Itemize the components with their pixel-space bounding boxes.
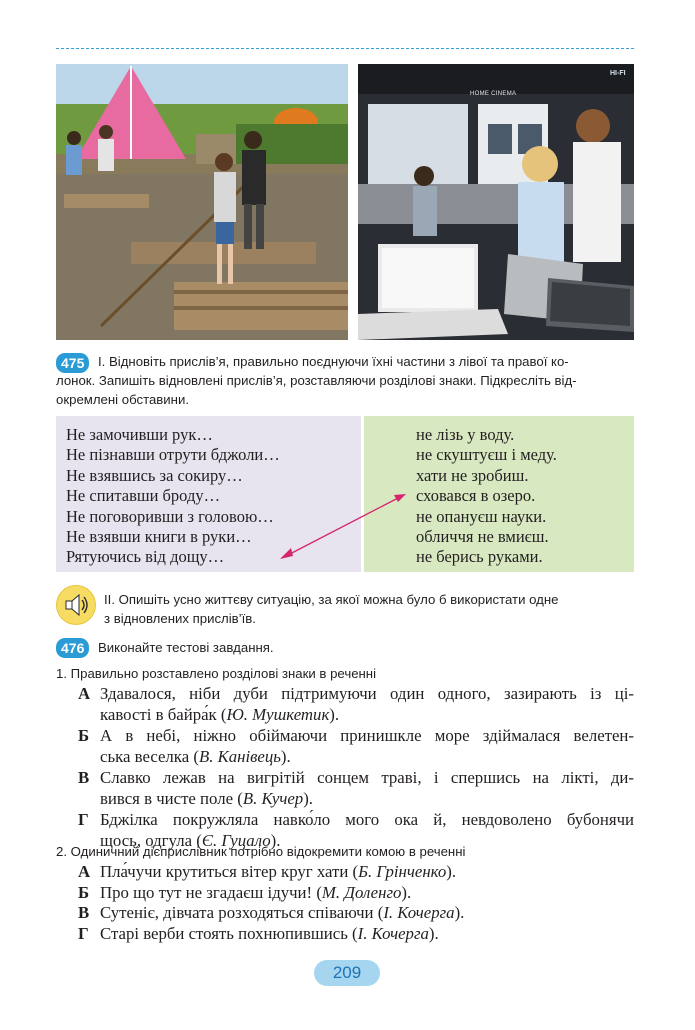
speaker-icon	[56, 585, 96, 625]
option-text: ).	[270, 830, 281, 850]
right-item: обличчя не вмиєш.	[416, 527, 549, 546]
option-text: Сутеніє, дівчата розходяться співаючи (	[100, 903, 384, 922]
option-letter: А	[78, 684, 91, 703]
ex475-part2-line-1: ІІ. Опишіть усно життєву ситуацію, за якої можна було б використати одне	[104, 592, 559, 607]
option-text: ).	[446, 862, 457, 881]
option-author: І. Кочерга	[357, 923, 429, 943]
ex475-task-line-1: І. Відновіть прислів’я, правильно поєднуючи їхні частини з лівої та правої ко-	[98, 354, 569, 369]
option-letter: В	[78, 768, 90, 787]
answer-option	[78, 862, 634, 883]
right-item: сховався в озеро.	[416, 486, 536, 505]
option-letter: А	[78, 862, 91, 881]
answer-option	[78, 883, 634, 904]
option-text: А в небі, ніжно обіймаючи принишкле море здіймалася велетен-	[100, 726, 634, 745]
right-item: не лізь у воду.	[416, 425, 515, 444]
option-letter: Б	[78, 726, 90, 745]
option-author: В. Кучер	[242, 788, 304, 808]
option-text: Бджілка покружляла навко́ло мого ока й, невдоволено бубонячи	[100, 810, 634, 829]
exercise-475-badge: 475	[56, 353, 89, 373]
left-item: Не поговоривши з головою…	[66, 506, 274, 526]
left-item: Рятуючись від дощу…	[66, 547, 225, 566]
left-item: Не взявшись за сокиру…	[66, 465, 243, 485]
answer-option	[78, 726, 634, 767]
option-letter: Б	[78, 882, 90, 902]
answer-option	[78, 903, 634, 924]
option-text: Здавалося, ніби дуби підтримуючи один одного, зазирають із ці-	[100, 684, 634, 703]
answer-option	[78, 924, 634, 945]
option-text: ).	[428, 923, 439, 943]
ex475-task-line-2: лонок. Запишіть відновлені прислів’я, розставляючи розділові знаки. Підкресліть від-	[56, 373, 577, 388]
option-text: ).	[329, 704, 340, 724]
option-letter: Г	[78, 810, 89, 829]
ex475-part2-line-2: з відновлених прислів’їв.	[104, 611, 256, 626]
option-author: В. Канівець	[198, 746, 281, 766]
left-item: Не взявши книги в руки…	[66, 527, 252, 546]
left-item: Не спитавши броду…	[66, 486, 221, 505]
option-text: ).	[280, 746, 291, 766]
answer-option	[78, 768, 634, 809]
ex475-task-line-3: окремлені обставини.	[56, 392, 189, 407]
option-text: Пла́чучи крутиться вітер круг хати (	[100, 862, 359, 881]
right-item: не опануєш науки.	[416, 506, 547, 526]
option-text: ).	[401, 882, 412, 902]
option-letter: В	[78, 903, 90, 922]
sign-home-cinema: HOME CINEMA	[470, 91, 517, 97]
page-number: 209	[314, 960, 380, 986]
option-text: кавості в байра́к (	[100, 704, 227, 724]
right-item: не скуштуєш і меду.	[416, 445, 557, 464]
q1-question: 1. Правильно розставлено розділові знаки в реченні	[56, 666, 377, 681]
left-item: Не замочивши рук…	[66, 425, 213, 444]
exercise-476-badge: 476	[56, 638, 89, 658]
option-text: ська веселка (	[100, 746, 199, 766]
option-text: Славко лежав на вигрітій сонцем траві, і спершись на лікті, ди-	[100, 768, 634, 787]
answer-option	[78, 684, 634, 725]
option-text: ).	[454, 903, 465, 922]
right-item: не берись руками.	[416, 547, 543, 566]
option-text: вився в чисте поле (	[100, 788, 243, 808]
sign-hi-fi: HI-FI	[610, 70, 626, 77]
option-letter: Г	[78, 923, 89, 943]
left-item: Не пізнавши отрути бджоли…	[66, 445, 280, 464]
option-author: Є. Гуцало	[201, 830, 271, 850]
option-text: щось, одгула (	[100, 830, 202, 850]
right-item: хати не зробиш.	[416, 465, 529, 485]
option-author: Б. Грінченко	[358, 862, 447, 881]
option-text: Старі верби стоять похнюпившись (	[100, 923, 358, 943]
option-author: М. Доленго	[321, 882, 402, 902]
option-text: ).	[303, 788, 313, 808]
q2-question: 2. Одиничний дієприслівник потрібно відокремити комою в реченні	[56, 844, 466, 859]
ex476-task: Виконайте тестові завдання.	[98, 640, 274, 655]
option-author: Ю. Мушкетик	[226, 704, 330, 724]
option-author: І. Кочерга	[383, 903, 455, 922]
option-text: Про що тут не згадаєш ідучи! (	[100, 882, 322, 902]
